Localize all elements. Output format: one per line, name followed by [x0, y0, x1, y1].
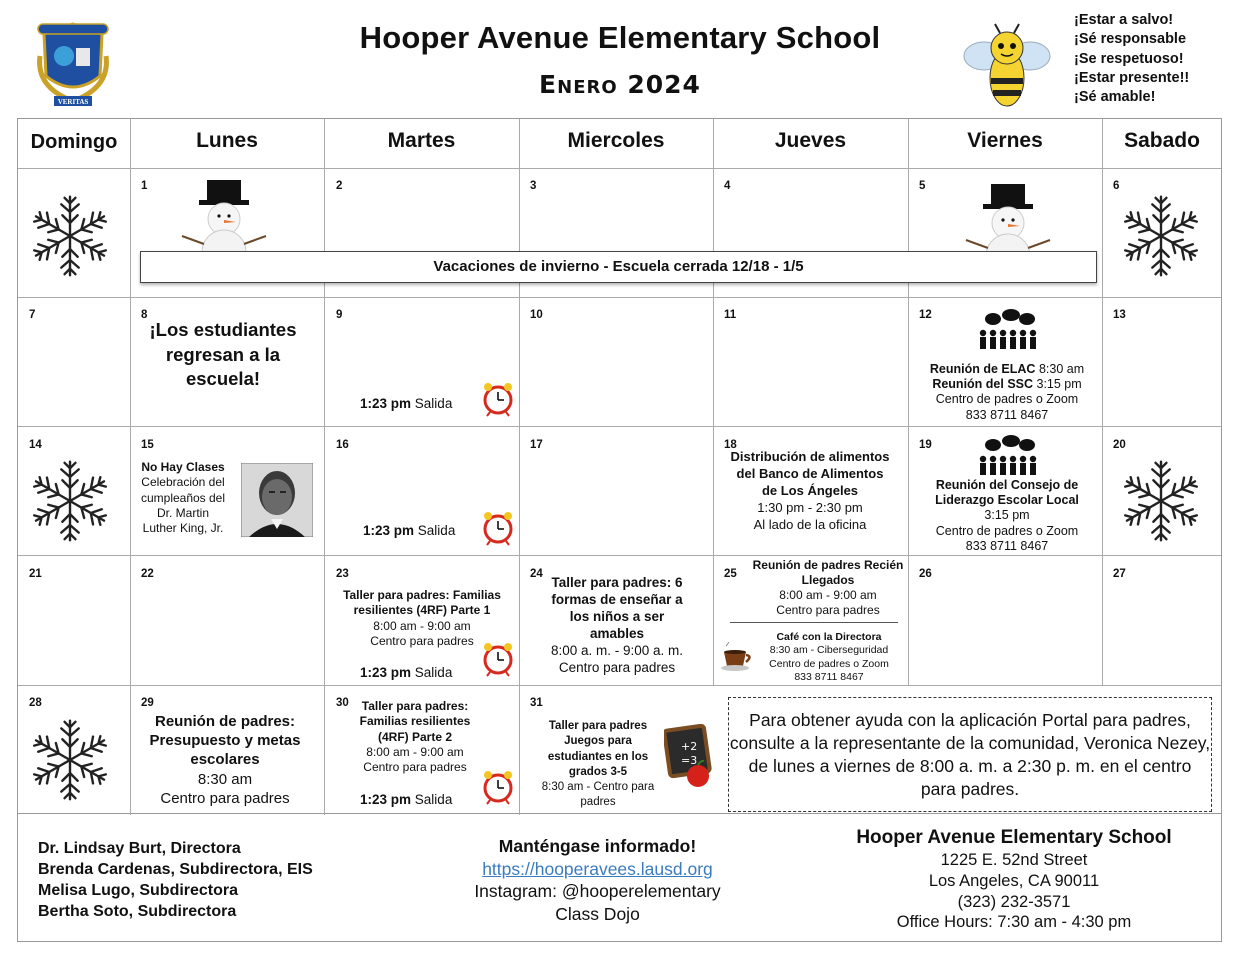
newcomer-parents-meeting — [743, 558, 913, 618]
school-logo — [30, 16, 116, 108]
staff-member: Brenda Cardenas, Subdirectora, EIS — [38, 861, 313, 878]
workshop-time: 8:00 a. m. - 9:00 a. m. — [550, 643, 684, 658]
ssc-title: Reunión del SSC — [932, 377, 1034, 392]
bee-icon — [962, 22, 1052, 108]
council-title: Reunión del Consejo de Liderazgo Escolar Local — [935, 478, 1079, 508]
day-number: 8 — [141, 309, 148, 321]
weekday-header: Domingo — [30, 131, 118, 153]
snowflake-icon — [1113, 188, 1209, 284]
day-number: 26 — [919, 568, 932, 580]
workshop-place: Centro para padres — [370, 633, 474, 648]
value-item: ¡Sé amable! — [1074, 89, 1156, 106]
dismissal-label: Salida — [414, 665, 453, 680]
winter-break-banner: Vacaciones de invierno - Escuela cerrada 12/18 - 1/5 — [140, 251, 1097, 283]
workshop-time: 8:00 am - 9:00 am — [366, 744, 464, 759]
month-title: Enero 2024 — [539, 70, 701, 99]
workshop-place: Centro para padres — [363, 760, 467, 775]
address-line: 1225 E. 52nd Street — [940, 851, 1088, 869]
meeting-place: Centro de padres o Zoom — [935, 392, 1079, 407]
alarm-clock-icon — [480, 380, 516, 420]
dismissal-time: 1:23 pm — [363, 523, 415, 538]
day-number: 7 — [29, 309, 36, 321]
workshop-place: Centro para padres — [558, 660, 676, 675]
day-number: 19 — [919, 439, 932, 451]
alarm-clock-icon — [480, 509, 516, 549]
holiday-line: cumpleaños del — [140, 490, 226, 505]
food-time: 1:30 pm - 2:30 pm — [757, 500, 863, 515]
mlk-portrait — [241, 463, 313, 537]
day-number: 17 — [530, 439, 543, 451]
workshop-games — [534, 719, 662, 811]
day-number: 5 — [919, 180, 926, 192]
cafe-time: 8:30 am - Ciberseguridad — [769, 644, 889, 657]
zoom-phone: 833 8711 8467 — [965, 407, 1049, 422]
coffee-cup-icon — [720, 642, 756, 672]
newcomer-place: Centro para padres — [776, 603, 880, 617]
day-number: 20 — [1113, 439, 1126, 451]
stay-informed — [445, 835, 750, 925]
alarm-clock-icon — [480, 640, 516, 680]
staff-member: Melisa Lugo, Subdirectora — [38, 882, 239, 899]
day-number: 4 — [724, 180, 731, 192]
day-number: 21 — [29, 568, 42, 580]
divider — [730, 622, 898, 623]
staff-member: Bertha Soto, Subdirectora — [38, 903, 237, 920]
early-dismissal — [360, 665, 452, 680]
day-number: 3 — [530, 180, 537, 192]
workshop-time: 8:30 am - Centro para padres — [541, 781, 655, 809]
weekday-header: Viernes — [967, 129, 1043, 152]
snowflake-icon — [22, 188, 118, 284]
svg-text:=3: =3 — [681, 754, 698, 767]
school-values — [1074, 11, 1189, 107]
day-number: 25 — [724, 568, 737, 580]
class-dojo: Class Dojo — [555, 903, 640, 924]
day-number: 31 — [530, 697, 543, 709]
workshop-title: Taller para padres Juegos para estudiantes en los grados 3-5 — [547, 720, 649, 778]
elac-title: Reunión de ELAC — [929, 362, 1036, 376]
school-website-link[interactable]: https://hooperavees.lausd.org — [482, 858, 713, 879]
holiday-line: Celebración del — [141, 475, 225, 490]
staff-member: Dr. Lindsay Burt, Directora — [38, 840, 241, 857]
workshop-4rf-part2 — [348, 699, 482, 775]
school-contact — [830, 826, 1198, 933]
school-title: Hooper Avenue Elementary School — [359, 20, 881, 55]
day-number: 23 — [336, 568, 349, 580]
day-number: 13 — [1113, 309, 1126, 321]
food-title: Distribución de alimentos del Banco de Alimentos de Los Ángeles — [730, 449, 890, 498]
holiday-line: Luther King, Jr. — [142, 521, 224, 536]
snowflake-icon — [22, 712, 118, 808]
day-number: 18 — [724, 439, 737, 451]
early-dismissal — [360, 396, 452, 411]
ssc-time: 3:15 pm — [1036, 377, 1082, 392]
weekday-header: Miercoles — [567, 129, 665, 152]
early-dismissal — [363, 523, 455, 538]
instagram-handle: Instagram: @hooperelementary — [474, 881, 721, 901]
footer-school-name: Hooper Avenue Elementary School — [856, 827, 1172, 848]
weekday-header: Sabado — [1124, 129, 1200, 152]
value-item: ¡Estar presente!! — [1074, 69, 1190, 86]
budget-meeting — [140, 712, 310, 808]
day-number: 16 — [336, 439, 349, 451]
day-number: 22 — [141, 568, 154, 580]
food-distribution — [730, 448, 890, 533]
weekday-header: Lunes — [196, 129, 258, 152]
holiday-line: Dr. Martin — [156, 505, 209, 520]
snowflake-icon — [1113, 453, 1209, 549]
portal-help-note: Para obtener ayuda con la aplicación Portal para padres, consulte a la representante de la comunidad, Veronica Nezey, de lunes a viernes de 8:00 a. m. a 2:30 p. m. en el centro para padres. — [728, 697, 1212, 812]
logo-text: VERITAS — [57, 98, 89, 106]
weekday-header: Martes — [387, 129, 456, 152]
address-line: Los Angeles, CA 90011 — [928, 871, 1100, 890]
budget-time: 8:30 am — [197, 770, 253, 788]
zoom-phone: 833 8711 8467 — [965, 538, 1049, 553]
budget-title: Reunión de padres: Presupuesto y metas escolares — [149, 713, 301, 769]
day-number: 10 — [530, 309, 543, 321]
dismissal-label: Salida — [414, 792, 453, 807]
mlk-holiday — [134, 460, 232, 536]
value-item: ¡Estar a salvo! — [1074, 12, 1174, 28]
dismissal-time: 1:23 pm — [360, 665, 412, 680]
workshop-time: 8:00 am - 9:00 am — [373, 618, 471, 633]
dismissal-time: 1:23 pm — [360, 396, 412, 411]
workshop-title: Taller para padres: 6 formas de enseñar a los niños a ser amables — [551, 575, 683, 641]
dismissal-label: Salida — [417, 523, 456, 538]
cafe-place: Centro de padres o Zoom — [769, 657, 889, 670]
day-number: 30 — [336, 697, 349, 709]
dismissal-time: 1:23 pm — [360, 792, 412, 807]
weekday-header: Jueves — [774, 129, 847, 152]
day-number: 11 — [724, 309, 737, 321]
people-meeting-icon — [975, 306, 1039, 356]
elac-time: 8:30 am — [1038, 362, 1085, 376]
day-number: 2 — [336, 180, 343, 192]
day-number: 12 — [919, 309, 932, 321]
day-number: 28 — [29, 697, 42, 709]
chalkboard-apple-icon — [664, 724, 714, 790]
day-number: 14 — [29, 439, 42, 451]
value-item: ¡Sé responsable — [1074, 31, 1187, 48]
coffee-with-principal — [755, 631, 903, 685]
value-item: ¡Se respetuoso! — [1074, 50, 1184, 67]
workshop-title: Taller para padres: Familias resilientes (4RF) Parte 1 — [343, 588, 501, 618]
people-meeting-icon — [975, 432, 1039, 482]
alarm-clock-icon — [480, 768, 516, 808]
workshop-kindness — [542, 574, 692, 676]
cafe-title: Café con la Directora — [776, 631, 882, 643]
dismissal-label: Salida — [414, 396, 453, 411]
office-hours: Office Hours: 7:30 am - 4:30 pm — [896, 913, 1132, 932]
zoom-phone: 833 8711 8467 — [794, 671, 864, 684]
day-number: 6 — [1113, 180, 1120, 192]
ssc-council-meeting — [920, 478, 1094, 554]
early-dismissal — [360, 792, 452, 807]
day-number: 1 — [141, 180, 148, 192]
staff-list — [38, 838, 313, 922]
workshop-title: Taller para padres: Familias resilientes (4RF) Parte 2 — [359, 699, 471, 744]
day-number: 15 — [141, 439, 154, 451]
newcomer-title: Reunión de padres Recién Llegados — [752, 558, 904, 587]
newcomer-time: 8:00 am - 9:00 am — [779, 588, 877, 602]
council-time: 3:15 pm — [984, 508, 1030, 523]
svg-text:+2: +2 — [681, 740, 698, 753]
school-phone: (323) 232-3571 — [957, 892, 1071, 911]
no-classes-title: No Hay Clases — [141, 460, 225, 474]
day-number: 27 — [1113, 568, 1126, 580]
day-number: 24 — [530, 568, 543, 580]
budget-place: Centro para padres — [160, 789, 290, 807]
food-place: Al lado de la oficina — [753, 517, 867, 532]
elac-ssc-meeting — [910, 362, 1104, 423]
return-to-school-note: ¡Los estudiantes regresan a la escuela! — [149, 319, 297, 389]
day-number: 9 — [336, 309, 343, 321]
day-number: 29 — [141, 697, 154, 709]
council-place: Centro de padres o Zoom — [935, 523, 1079, 538]
stay-informed-title: Manténgase informado! — [498, 836, 697, 856]
snowflake-icon — [22, 453, 118, 549]
